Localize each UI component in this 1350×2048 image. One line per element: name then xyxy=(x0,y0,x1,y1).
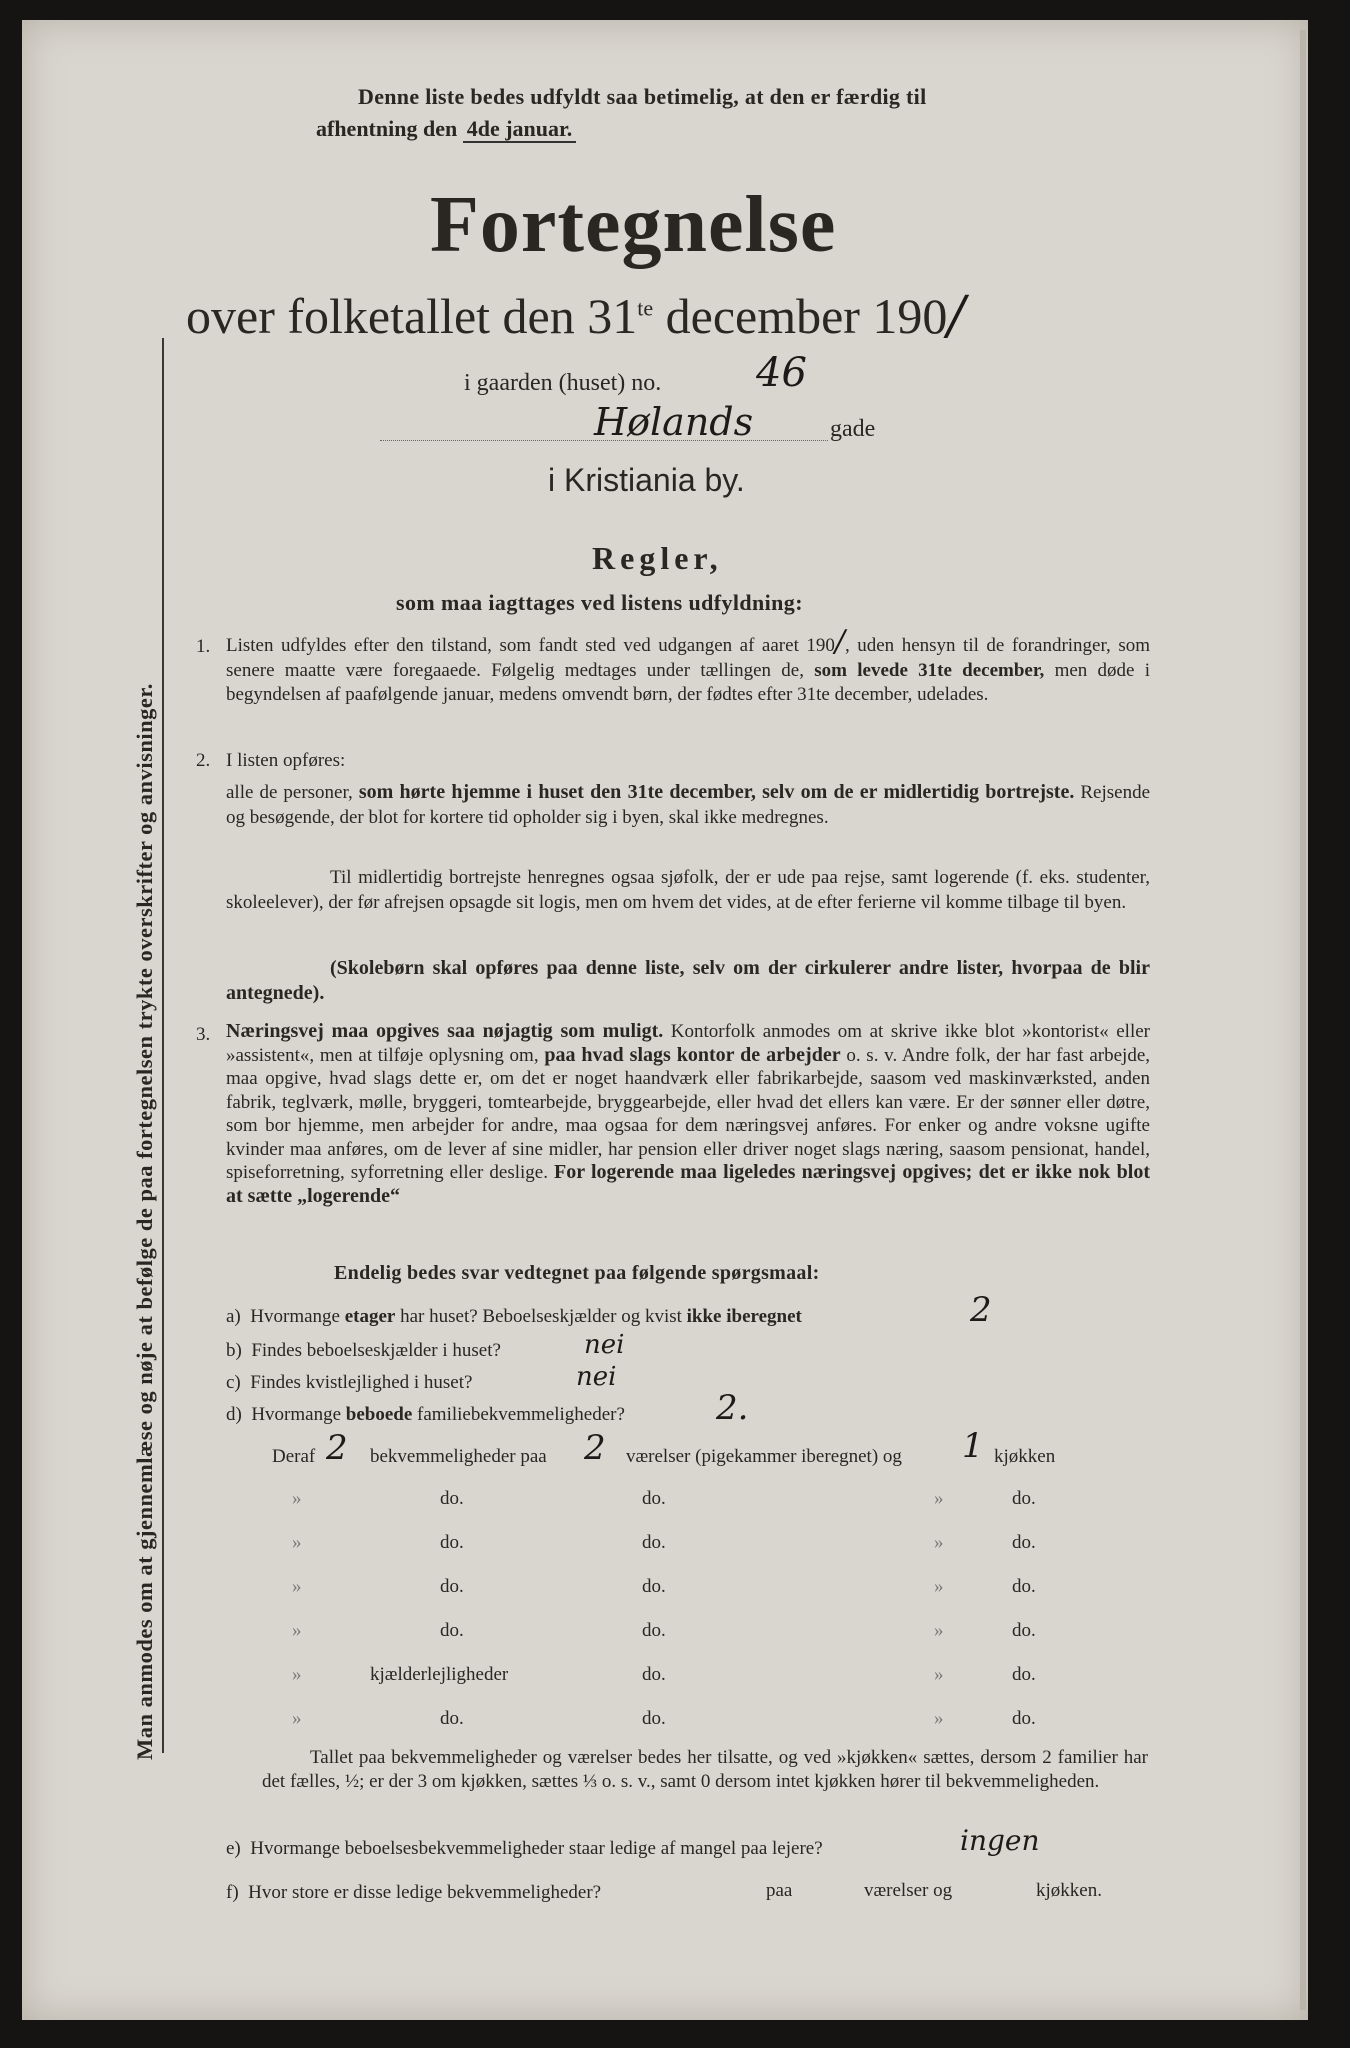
rule-2-c: Rejsende og besøgende, der blot for kortere tid opholder sig i byen, skal ikke medregnes. xyxy=(226,782,1151,828)
question-f-kj: kjøkken. xyxy=(1036,1880,1102,1901)
question-b xyxy=(226,1340,501,1362)
page-edge xyxy=(1300,30,1306,2010)
rule-3-c: paa hvad slags kontor de arbejder xyxy=(544,1043,841,1066)
table-cell-kjokken: do. xyxy=(1012,1664,1036,1685)
deraf-label: Deraf xyxy=(272,1446,316,1467)
subtitle-text: over folketallet den 31 xyxy=(186,288,638,344)
rule-2-number: 2. xyxy=(196,750,211,771)
table-cell-vaer: do. xyxy=(642,1488,666,1509)
header-line-1: Denne liste bedes udfyldt saa betimelig, at den er færdig til xyxy=(358,84,927,109)
rule-2-paragraph-3: (Skolebørn skal opføres paa denne liste, selv om der cirkulerer andre lister, hvorpaa de blir antegnede). xyxy=(226,957,1150,1004)
question-a-label: a) xyxy=(226,1306,241,1327)
deraf-rooms: 2 xyxy=(584,1428,606,1468)
deraf-vaer: værelser (pigekammer iberegnet) og xyxy=(626,1446,902,1467)
table-cell-bekv: kjælderlejligheder xyxy=(370,1664,509,1685)
question-d xyxy=(226,1404,625,1426)
answer-b: nei xyxy=(584,1330,625,1360)
table-cell-kjokken: do. xyxy=(1012,1488,1036,1509)
row-mark-left: » xyxy=(292,1664,302,1685)
rule-3-b: Kontorfolk anmodes om at skrive ikke blot »kontorist« eller »assistent«, men at tilføje oplysning om, xyxy=(226,1021,1150,1066)
question-e xyxy=(226,1838,823,1860)
question-e-text: Hvormange beboelsesbekvemmeligheder staar ledige af mangel paa lejere? xyxy=(250,1838,823,1859)
row-mark-right: » xyxy=(934,1664,944,1685)
table-cell-vaer: do. xyxy=(642,1532,666,1553)
side-rule xyxy=(162,338,164,1753)
answer-d: 2. xyxy=(716,1388,749,1428)
question-e-label: e) xyxy=(226,1838,241,1859)
question-c-text: Findes kvistlejlighed i huset? xyxy=(250,1372,473,1393)
table-cell-vaer: do. xyxy=(642,1620,666,1641)
rule-3-e: For logerende maa ligeledes næringsvej opgives; det er ikke nok blot at sætte „logerende“ xyxy=(226,1161,1151,1207)
row-mark-right: » xyxy=(934,1532,944,1553)
deraf-kitchen: 1 xyxy=(962,1426,984,1466)
question-f xyxy=(226,1882,601,1904)
answer-a: 2 xyxy=(970,1290,992,1330)
question-f-vaer: værelser og xyxy=(864,1880,953,1901)
rule-1-c: som levede 31te december, xyxy=(814,659,1045,681)
street-suffix: gade xyxy=(830,416,876,442)
street-name: Hølands xyxy=(594,400,754,444)
rule-3-number: 3. xyxy=(196,1024,211,1045)
rule-3-d: o. s. v. Andre folk, der har fast arbejde, maa opgive, hvad slags dette er, om det er noget haandværk eller fabrikarbejde, saasom ved maskinværksted, anden fabrik, teglværk, mølle, bryggeri, tomtearbejde, bryggearbejde, eller hvad det ellers kan være. Er der sønner eller døtre, som bor hjemme, men arbejder for andre, maa ogsaa for dem næringsvej anføres. For enker og andre voksne ugifte kvinder maa anføres, om de lever af sine midler, har pension eller driver noget slags næring, saasom pensionat, handel, spiseforretning, syforretning eller deslige. xyxy=(226,1044,1150,1183)
rule-1-a: Listen udfyldes efter den tilstand, som fandt sted ved udgangen af aaret 190 xyxy=(226,635,835,656)
table-cell-bekv: do. xyxy=(440,1488,464,1509)
rule-2-paragraph-2: Til midlertidig bortrejste henregnes ogsaa sjøfolk, der er ude paa rejse, samt logerende (f. eks. studenter, skoleelever), der før afrejsen opsagde sit logis, men om hvem det vides, at de efter ferierne vil komme tilbage til byen. xyxy=(226,867,1150,913)
side-instruction: Man anmodes om at gjennemlæse og nøje at befølge de paa fortegnelsen trykte overskrifter og anvisninger. xyxy=(132,683,157,1760)
rule-2-a: alle de personer, xyxy=(226,782,353,803)
deraf-count: 2 xyxy=(326,1428,348,1468)
page-title: Fortegnelse xyxy=(430,181,837,269)
rule-3-text xyxy=(226,1020,1150,1208)
table-cell-kjokken: do. xyxy=(1012,1708,1036,1729)
question-d-post: familiebekvemmeligheder? xyxy=(417,1404,625,1425)
subtitle-sup: te xyxy=(637,295,654,321)
header-line-2-prefix: afhentning den xyxy=(316,116,458,141)
table-cell-kjokken: do. xyxy=(1012,1620,1036,1641)
question-a-pre: Hvormange xyxy=(250,1306,340,1327)
table-cell-vaer: do. xyxy=(642,1708,666,1729)
question-b-text: Findes beboelseskjælder i huset? xyxy=(251,1340,501,1361)
question-b-label: b) xyxy=(226,1340,242,1361)
deraf-kjokken: kjøkken xyxy=(994,1446,1056,1467)
row-mark-right: » xyxy=(934,1488,944,1509)
year-handwritten: / xyxy=(947,286,965,346)
page-subtitle xyxy=(186,286,965,346)
header-line-2 xyxy=(316,116,576,142)
table-cell-bekv: do. xyxy=(440,1532,464,1553)
question-f-paa: paa xyxy=(766,1880,793,1901)
question-d-label: d) xyxy=(226,1404,242,1425)
deraf-bekv: bekvemmeligheder paa xyxy=(370,1446,547,1467)
table-cell-kjokken: do. xyxy=(1012,1576,1036,1597)
row-mark-right: » xyxy=(934,1576,944,1597)
pickup-date: 4de januar. xyxy=(463,116,577,143)
rule-1-year-hand: / xyxy=(834,624,845,659)
questions-heading: Endelig bedes svar vedtegnet paa følgende spørgsmaal: xyxy=(334,1262,820,1284)
row-mark-left: » xyxy=(292,1532,302,1553)
rule-1-text xyxy=(226,624,1151,708)
table-cell-bekv: do. xyxy=(440,1576,464,1597)
note: Tallet paa bekvemmeligheder og værelser bedes her tilsatte, og ved »kjøkken« sættes, dersom 2 familier har det fælles, ½; er der 3 om kjøkken, sættes ⅓ o. s. v., samt 0 dersom intet kjøkken hører til bekvemmeligheden. xyxy=(262,1747,1148,1792)
question-a xyxy=(226,1306,802,1328)
table-cell-kjokken: do. xyxy=(1012,1532,1036,1553)
subtitle-year: december 190 xyxy=(665,288,948,344)
house-label: i gaarden (huset) no. xyxy=(464,370,662,396)
table-cell-bekv: do. xyxy=(440,1708,464,1729)
house-number: 46 xyxy=(756,350,807,396)
row-mark-right: » xyxy=(934,1708,944,1729)
question-d-pre: Hvormange xyxy=(251,1404,342,1425)
question-f-label: f) xyxy=(226,1882,239,1903)
question-a-bold: etager xyxy=(344,1306,396,1327)
rule-2-intro: I listen opføres: xyxy=(226,750,346,771)
row-mark-left: » xyxy=(292,1488,302,1509)
question-f-text: Hvor store er disse ledige bekvemmeligheder? xyxy=(248,1882,602,1903)
rule-3-a: Næringsvej maa opgives saa nøjagtig som muligt. xyxy=(226,1020,664,1042)
table-cell-vaer: do. xyxy=(642,1664,666,1685)
rule-1-b: , uden hensyn til de forandringer, som senere maatte være foregaaede. Følgelig medtages under tællingen de, xyxy=(226,635,1150,681)
rule-2-text xyxy=(226,780,1150,830)
question-a-mid: har huset? Beboelseskjælder og kvist xyxy=(400,1306,682,1327)
table-cell-bekv: do. xyxy=(440,1620,464,1641)
rule-1-d: men døde i begyndelsen af paafølgende januar, medens omvendt børn, der fødtes efter 31te december, udelades. xyxy=(226,659,1151,705)
question-d-bold: beboede xyxy=(345,1404,413,1425)
city: i Kristiania by. xyxy=(548,462,745,498)
question-c xyxy=(226,1372,472,1394)
question-a-bold2: ikke iberegnet xyxy=(686,1306,802,1327)
answer-e: ingen xyxy=(960,1824,1040,1857)
row-mark-left: » xyxy=(292,1708,302,1729)
row-mark-right: » xyxy=(934,1620,944,1641)
row-mark-left: » xyxy=(292,1620,302,1641)
answer-c: nei xyxy=(576,1362,617,1392)
question-c-label: c) xyxy=(226,1372,241,1393)
rules-subheading: som maa iagttages ved listens udfyldning: xyxy=(396,590,803,615)
rule-1-number: 1. xyxy=(196,636,211,657)
rule-2-b: som hørte hjemme i huset den 31te december, selv om de er midlertidig bortrejste. xyxy=(358,781,1075,803)
table-cell-vaer: do. xyxy=(642,1576,666,1597)
row-mark-left: » xyxy=(292,1576,302,1597)
rules-heading: Regler, xyxy=(592,540,723,576)
